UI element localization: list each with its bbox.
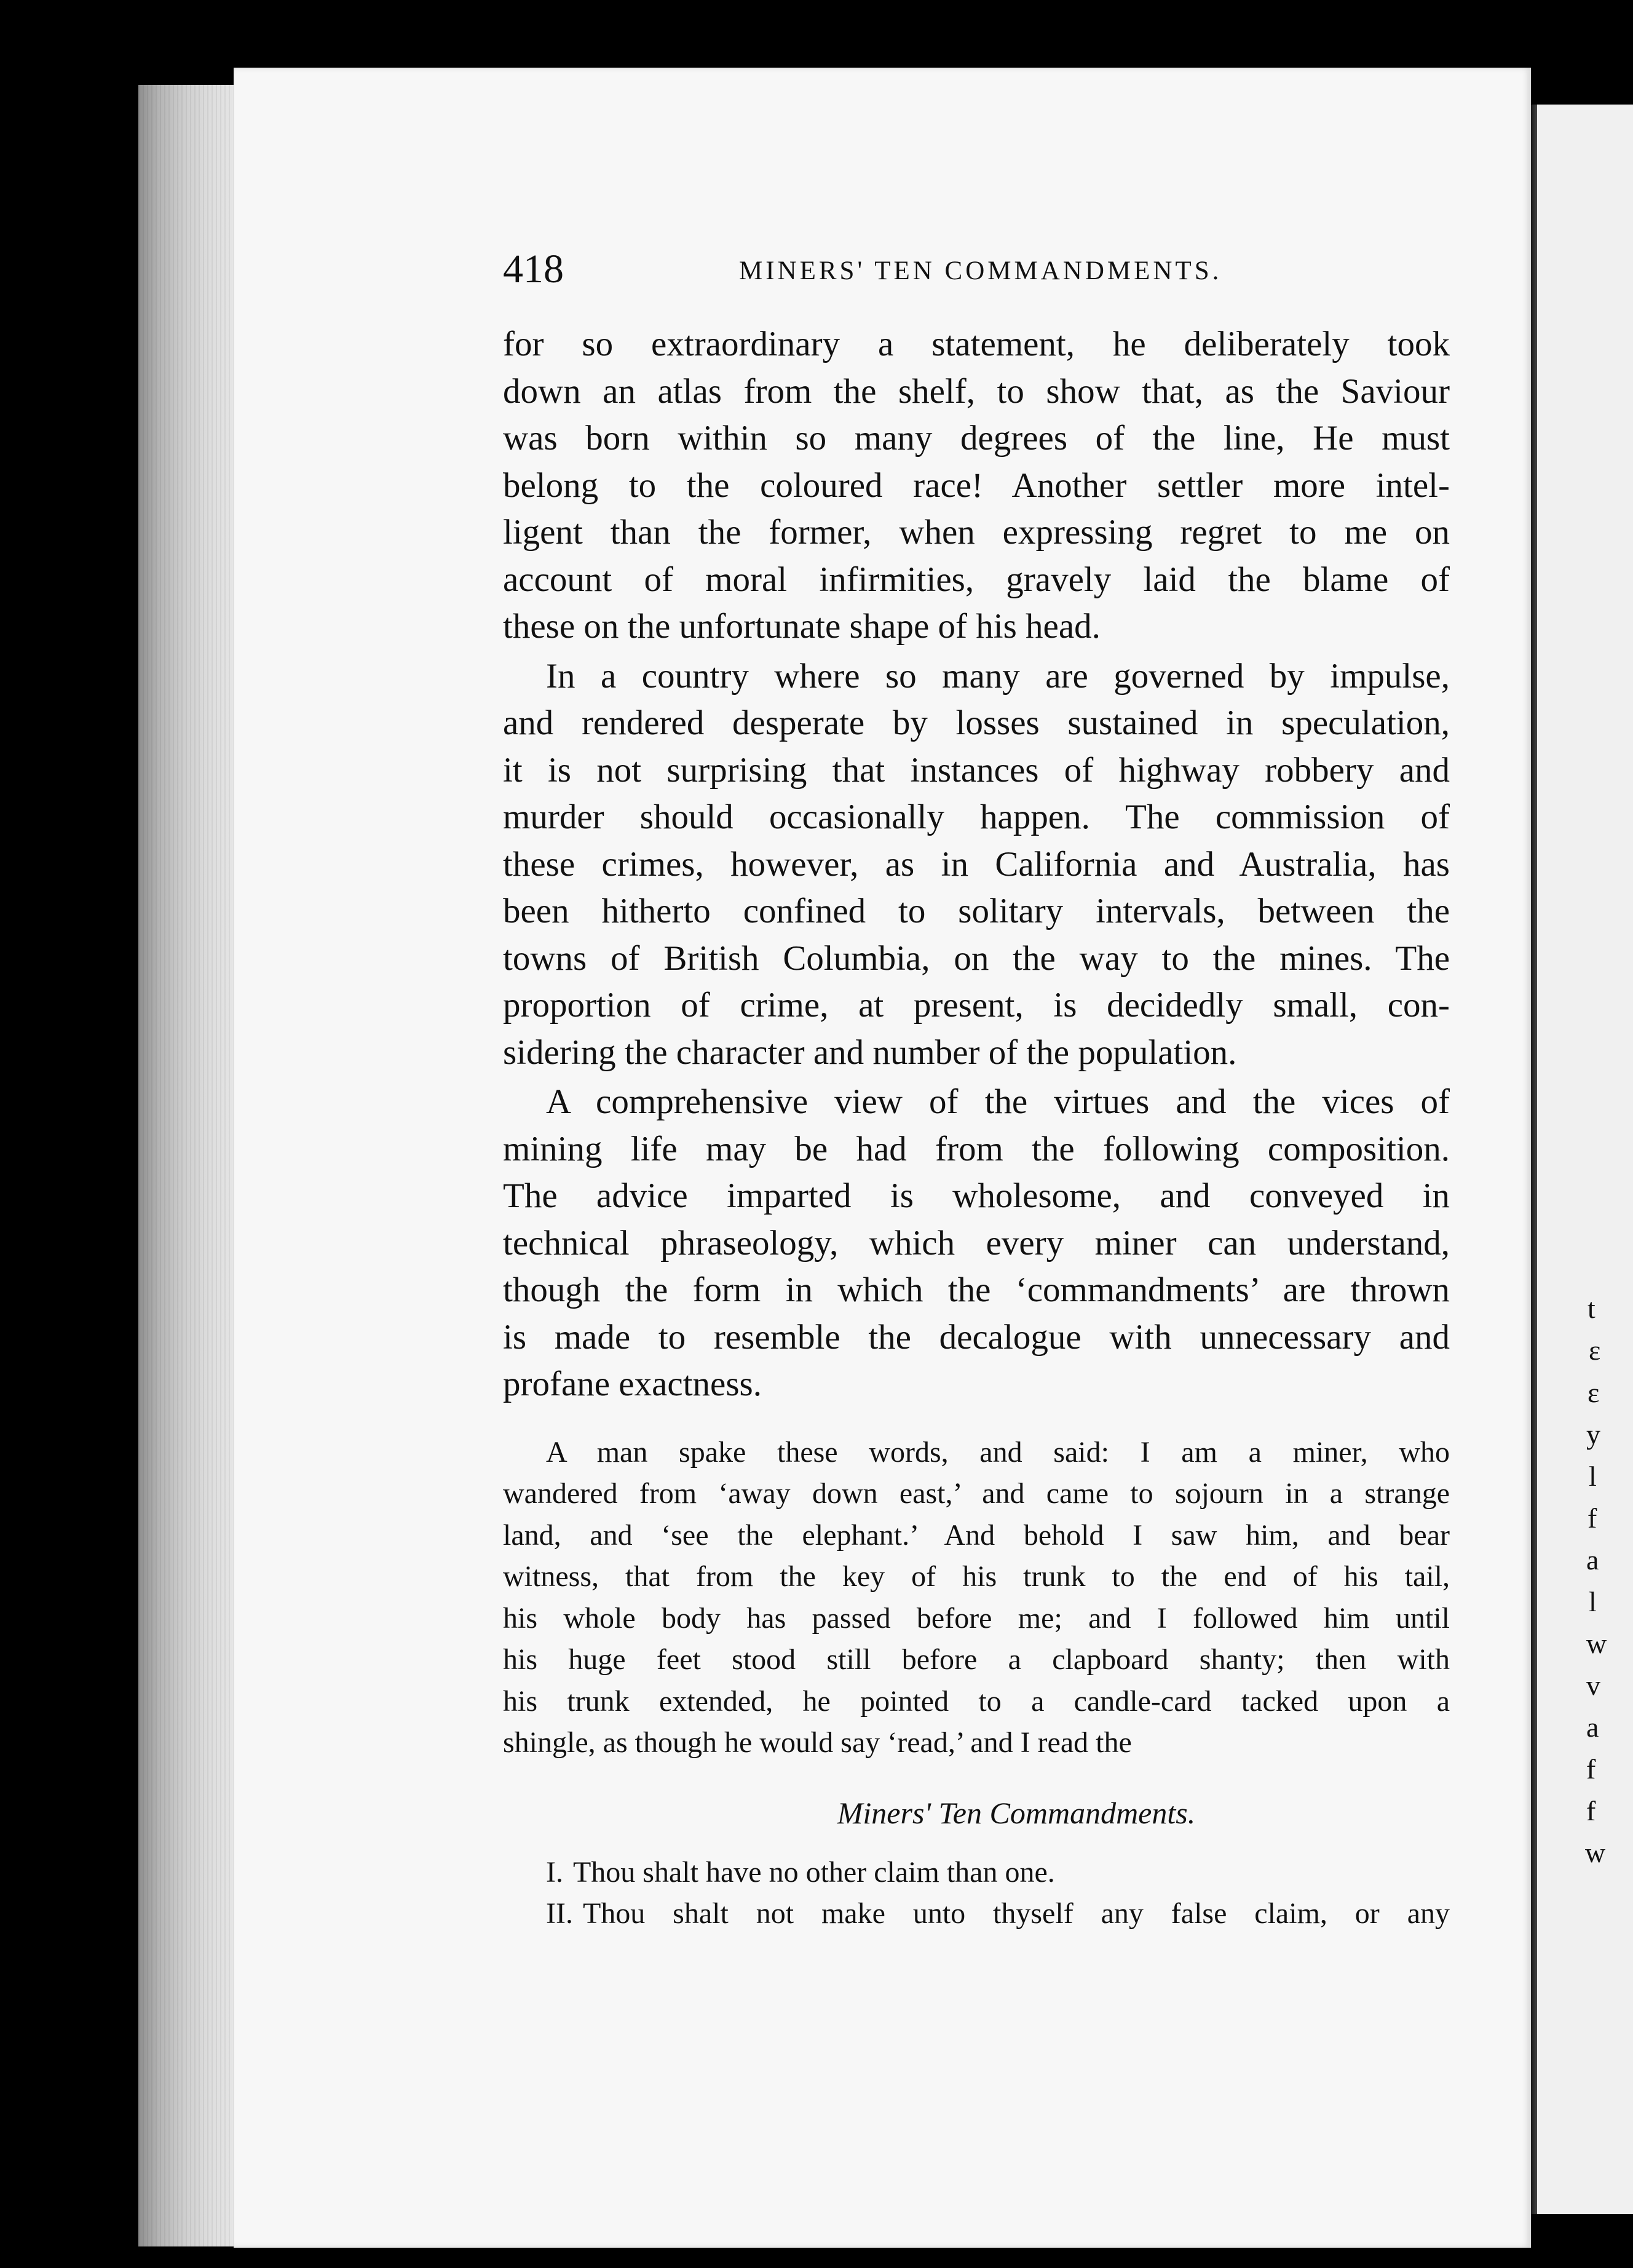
running-header xyxy=(503,246,1222,295)
text-line: these on the unfortunate shape of his head. xyxy=(503,607,1101,646)
commandment-numeral: I. xyxy=(546,1855,563,1889)
facing-page-letter: f xyxy=(1586,1753,1596,1785)
quote-line: shingle, as though he would say ‘read,’ and I read the xyxy=(503,1726,1132,1759)
commandment-text: Thou shalt have no other claim than one. xyxy=(572,1855,1055,1889)
page-edge-lines xyxy=(138,85,243,2246)
facing-page-letter: v xyxy=(1586,1670,1600,1701)
facing-page-letter: w xyxy=(1586,1628,1607,1659)
facing-page-letter: a xyxy=(1586,1544,1599,1576)
commandment-line xyxy=(503,1852,1450,1893)
text-line: proportion of crime, at present, is decidedly small, con- xyxy=(503,986,1450,1025)
commandment-text: Thou shalt not make unto thyself any false claim, or any xyxy=(582,1897,1450,1930)
text-line: ligent than the former, when expressing regret to me on xyxy=(503,513,1450,552)
quote-line: land, and ‘see the elephant.’ And behold I saw him, and bear xyxy=(503,1518,1450,1552)
commandment-item xyxy=(503,1893,1450,1935)
quote-line: A man spake these words, and said: I am a miner, who xyxy=(546,1435,1450,1469)
text-line: was born within so many degrees of the line, He must xyxy=(503,419,1450,458)
facing-page-letter: f xyxy=(1586,1795,1596,1826)
quote-line: his whole body has passed before me; and I followed him until xyxy=(503,1601,1450,1635)
text-line: is made to resemble the decalogue with unnecessary and xyxy=(503,1317,1450,1357)
text-line: The advice imparted is wholesome, and conveyed in xyxy=(503,1176,1450,1215)
quote-line: witness, that from the key of his trunk to the end of his tail, xyxy=(503,1560,1450,1593)
text-line: In a country where so many are governed by impulse, xyxy=(546,656,1450,696)
facing-page-letter: a xyxy=(1586,1711,1599,1743)
facing-page-letter: f xyxy=(1588,1502,1597,1534)
text-line: mining life may be had from the following composition. xyxy=(503,1129,1450,1168)
quote-line: his trunk extended, he pointed to a candle-card tacked upon a xyxy=(503,1684,1450,1718)
facing-page-letter: t xyxy=(1588,1293,1595,1324)
quote-line: his huge feet stood still before a clapboard shanty; then with xyxy=(503,1643,1450,1676)
facing-page-letter: ɛ xyxy=(1589,1334,1601,1366)
text-line: A comprehensive view of the virtues and the vices of xyxy=(546,1082,1450,1121)
text-line: these crimes, however, as in California and Australia, has xyxy=(503,844,1450,884)
quote-line: wandered from ‘away down east,’ and came to sojourn in a strange xyxy=(503,1477,1450,1510)
paragraph-3 xyxy=(503,1079,1450,1408)
text-line: technical phraseology, which every miner can understand, xyxy=(503,1223,1450,1263)
text-column xyxy=(503,321,1450,1935)
facing-page-letter: y xyxy=(1586,1419,1600,1450)
section-title: Miners' Ten Commandments. xyxy=(837,1795,1196,1830)
text-line: sidering the character and number of the population. xyxy=(503,1033,1237,1072)
running-title: MINERS' TEN COMMANDMENTS. xyxy=(739,256,1222,285)
page-edge-stack xyxy=(138,85,243,2246)
text-line: belong to the coloured race! Another settler more intel- xyxy=(503,466,1450,505)
quoted-passage xyxy=(503,1432,1450,1764)
facing-page xyxy=(1537,105,1633,2214)
text-line: down an atlas from the shelf, to show that, as the Saviour xyxy=(503,371,1450,411)
facing-page-letter: ε xyxy=(1588,1377,1600,1408)
text-line: and rendered desperate by losses sustained in speculation, xyxy=(503,704,1450,742)
text-line: though the form in which the ‘commandments’ are thrown xyxy=(503,1271,1450,1309)
commandment-numeral: II. xyxy=(546,1897,573,1930)
text-line: been hitherto confined to solitary intervals, between the xyxy=(503,892,1450,930)
page-number: 418 xyxy=(503,247,564,291)
facing-page-letter: l xyxy=(1589,1586,1597,1617)
commandments-list xyxy=(503,1852,1450,1935)
paragraph-1 xyxy=(503,321,1450,651)
text-line: it is not surprising that instances of highway robbery and xyxy=(503,750,1450,790)
commandment-line xyxy=(503,1893,1450,1935)
commandment-item xyxy=(503,1852,1450,1893)
paragraph-2 xyxy=(503,653,1450,1077)
text-line: profane exactness. xyxy=(503,1365,762,1403)
text-line: murder should occasionally happen. The commission of xyxy=(503,798,1450,836)
facing-page-letter: l xyxy=(1589,1461,1597,1492)
text-line: account of moral infirmities, gravely laid the blame of xyxy=(503,560,1450,599)
text-line: for so extraordinary a statement, he deliberately took xyxy=(503,325,1450,363)
text-line: towns of British Columbia, on the way to the mines. The xyxy=(503,938,1450,978)
facing-page-letter: w xyxy=(1585,1837,1606,1868)
